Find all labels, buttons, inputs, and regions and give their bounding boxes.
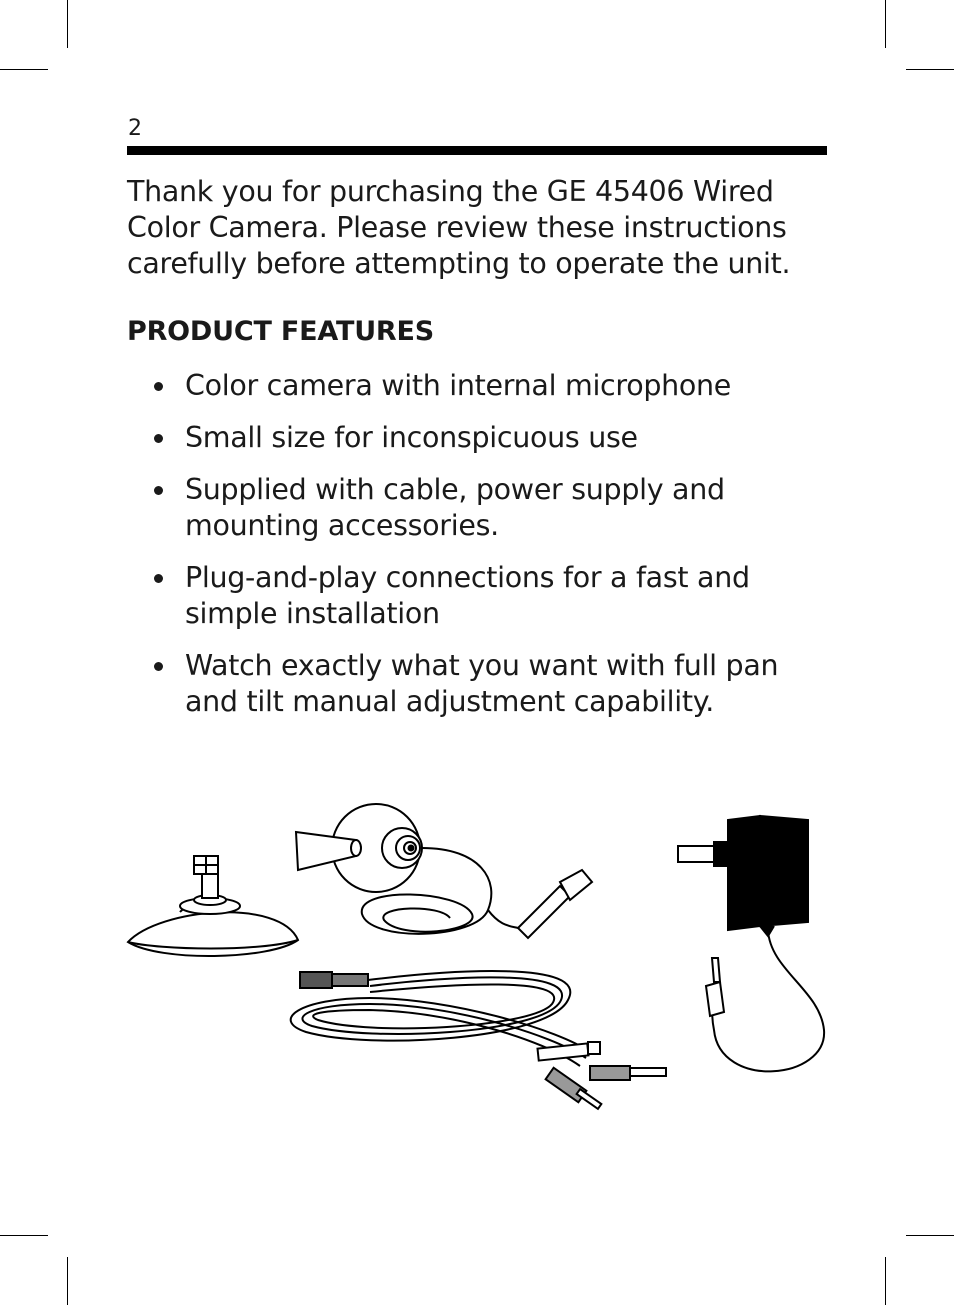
- feature-item: Color camera with internal microphone: [127, 368, 827, 404]
- bullet-icon: [154, 486, 163, 495]
- crop-mark: [67, 0, 68, 48]
- header-rule: [127, 146, 827, 155]
- camera-icon: [296, 804, 592, 938]
- power-adapter-icon: [678, 816, 824, 1071]
- feature-item: Supplied with cable, power supply and mounting accessories.: [127, 472, 827, 544]
- mounting-stand-icon: [128, 856, 298, 956]
- crop-mark: [0, 1235, 48, 1236]
- bullet-icon: [154, 662, 163, 671]
- bullet-icon: [154, 382, 163, 391]
- page-number: 2: [128, 116, 142, 141]
- intro-paragraph: Thank you for purchasing the GE 45406 Wired Color Camera. Please review these instructions carefully before attempting to operate the unit.: [127, 175, 791, 280]
- bullet-icon: [154, 434, 163, 443]
- crop-mark: [67, 1257, 68, 1305]
- crop-mark: [885, 1257, 886, 1305]
- product-contents-illustration: [120, 790, 840, 1130]
- crop-mark: [0, 69, 48, 70]
- bullet-icon: [154, 574, 163, 583]
- crop-mark: [906, 1235, 954, 1236]
- crop-mark: [906, 69, 954, 70]
- av-cable-icon: [291, 971, 666, 1109]
- features-list: [127, 368, 827, 736]
- feature-item: Small size for inconspicuous use: [127, 420, 827, 456]
- features-heading: PRODUCT FEATURES: [127, 316, 435, 347]
- feature-item: Watch exactly what you want with full pan and tilt manual adjustment capability.: [127, 648, 827, 720]
- feature-item: Plug-and-play connections for a fast and simple installation: [127, 560, 827, 632]
- crop-mark: [885, 0, 886, 48]
